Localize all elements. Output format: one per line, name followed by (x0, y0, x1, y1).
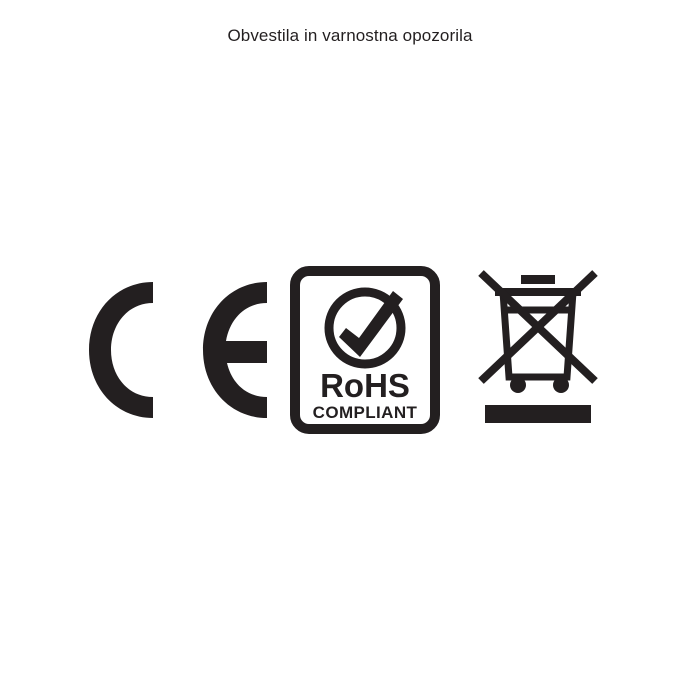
ce-mark-icon (83, 275, 273, 425)
rohs-text-sub: COMPLIANT (312, 403, 418, 422)
weee-crossed-bin-icon (473, 265, 603, 435)
ce-marking-symbol (78, 255, 278, 445)
rohs-text-main: RoHS (320, 367, 410, 404)
compliance-symbol-row (0, 255, 700, 445)
weee-symbol (453, 255, 623, 445)
rohs-symbol (278, 255, 453, 445)
page-title: Obvestila in varnostna opozorila (227, 26, 473, 45)
rohs-compliant-icon (290, 266, 440, 434)
